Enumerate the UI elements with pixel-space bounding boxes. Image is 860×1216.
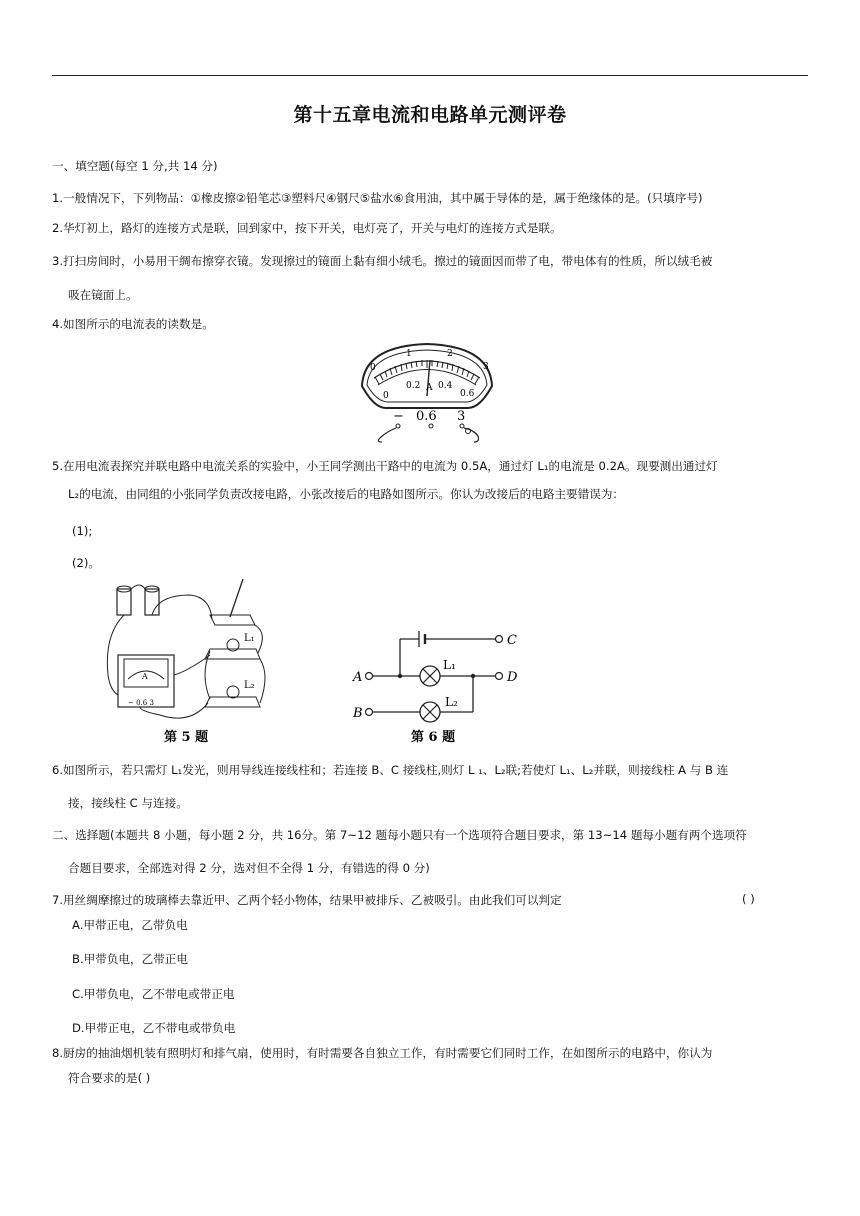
question-3-line-2: 吸在镜面上。: [68, 288, 138, 302]
top-scale-2: 2: [447, 349, 453, 359]
question-5-answer-1: (1);: [72, 524, 93, 538]
question-7-option-d: D.甲带正电，乙不带电或带负电: [72, 1021, 236, 1035]
fig5-lamp-2: L₂: [244, 680, 255, 691]
top-scale-3: 3: [483, 362, 489, 372]
post-d: D: [507, 670, 518, 685]
question-6-line-1: 6.如图所示，若只需灯 L₁发光，则用导线连接线柱和；若连接 B、C 接线柱,则灯 L ₁、L₂联;若使灯 L₁、L₂并联，则接线柱 A 与 B 连: [52, 763, 729, 777]
fig6-caption: 第 6 题: [411, 730, 456, 745]
top-scale-1: 1: [406, 349, 412, 359]
figure-5-circuit: [100, 575, 275, 750]
bottom-scale-1: 0.2: [406, 381, 421, 391]
unit-a: A: [426, 383, 433, 393]
question-3-line-1: 3.打扫房间时，小易用干绸布擦穿衣镜。发现擦过的镜面上黏有细小绒毛。擦过的镜面因而带了电，带电体有的性质，所以绒毛被: [52, 254, 713, 268]
fig6-lamp-2: L₂: [445, 695, 458, 709]
terminal-0-6: 0.6: [416, 409, 437, 424]
question-7-option-a: A.甲带正电，乙带负电: [72, 918, 188, 932]
header-rule: [52, 75, 808, 76]
question-5-line-1: 5.在用电流表探究并联电路中电流关系的实验中，小王同学测出干路中的电流为 0.5A，通过灯 L₁的电流是 0.2A。现要测出通过灯: [52, 459, 718, 473]
question-5-line-2: L₂的电流，由同组的小张同学负责改接电路，小张改接后的电路如图所示。你认为改接后的电路主要错误为：: [68, 487, 625, 501]
page-title: 第十五章电流和电路单元测评卷: [293, 104, 567, 126]
post-c: C: [507, 633, 517, 648]
question-7-option-b: B.甲带负电，乙带正电: [72, 952, 188, 966]
post-a: A: [353, 670, 363, 685]
question-7: 7.用丝绸摩擦过的玻璃棒去靠近甲、乙两个轻小物体，结果甲被排斥、乙被吸引。由此我们可以判定: [52, 893, 562, 907]
fig5-lamp-1: L₁: [244, 633, 255, 644]
post-b: B: [353, 706, 363, 721]
ammeter-figure: [356, 338, 498, 446]
section-2-heading-line-1: 二、选择题(本题共 8 小题，每小题 2 分，共 16分。第 7~12 题每小题只有一个选项符合题目要求，第 13~14 题每小题有两个选项符: [52, 828, 747, 842]
fig5-meter-terminals: − 0.6 3: [128, 699, 154, 707]
question-2: 2.华灯初上，路灯的连接方式是联，回到家中，按下开关，电灯亮了，开关与电灯的连接方式是联。: [52, 221, 562, 235]
section-2-heading-line-2: 合题目要求，全部选对得 2 分，选对但不全得 1 分，有错选的得 0 分): [68, 861, 430, 875]
question-5-answer-2: (2)。: [72, 556, 101, 570]
question-6-line-2: 接，接线柱 C 与连接。: [68, 796, 188, 810]
question-8-line-1: 8.厨房的抽油烟机装有照明灯和排气扇，使用时，有时需要各自独立工作，有时需要它们同时工作，在如图所示的电路中，你认为: [52, 1046, 713, 1060]
bottom-scale-0: 0: [383, 391, 389, 401]
fig5-meter-unit: A: [142, 672, 148, 681]
fig5-caption: 第 5 题: [164, 730, 209, 745]
question-8-line-2: 符合要求的是( ): [68, 1071, 151, 1085]
top-scale-0: 0: [370, 363, 376, 373]
question-7-option-c: C.甲带负电，乙不带电或带正电: [72, 987, 235, 1001]
bottom-scale-2: 0.4: [438, 381, 453, 391]
terminal-3: 3: [457, 409, 466, 424]
bottom-scale-3: 0.6: [460, 389, 475, 399]
figure-6-circuit: [345, 620, 535, 750]
question-4: 4.如图所示的电流表的读数是。: [52, 317, 214, 331]
section-1-heading: 一、填空题(每空 1 分,共 14 分): [52, 159, 218, 173]
question-7-answer-paren: ( ): [742, 892, 755, 906]
terminal-negative: −: [393, 409, 404, 424]
fig6-lamp-1: L₁: [443, 658, 456, 672]
question-1: 1.一般情况下，下列物品：①橡皮擦②铅笔芯③塑料尺④钢尺⑤盐水⑥食用油，其中属于导体的是，属于绝缘体的是。(只填序号): [52, 191, 703, 205]
